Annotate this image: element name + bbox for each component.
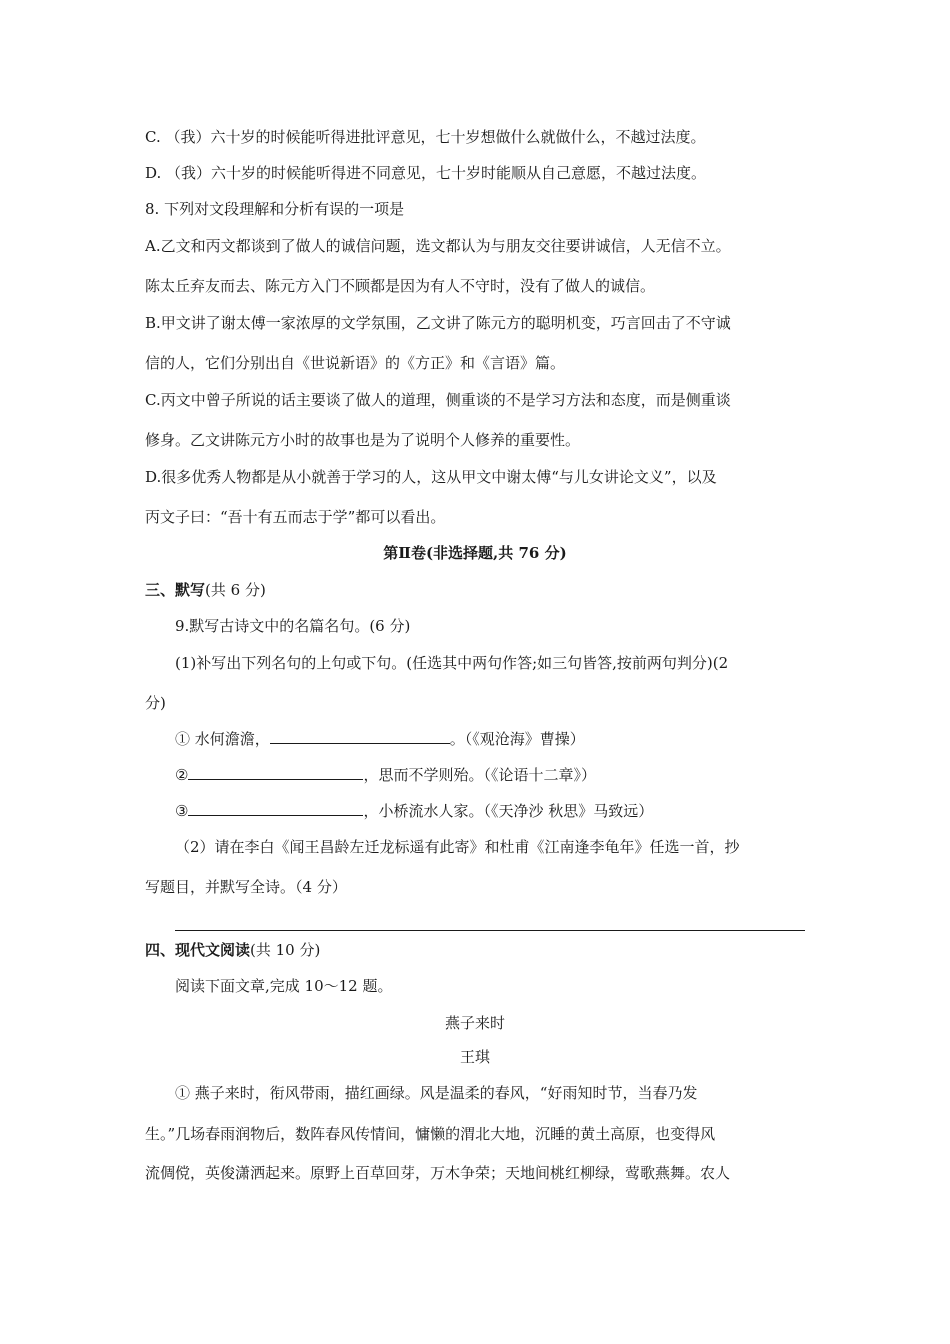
- q8-option-c-line2: 修身。乙文讲陈元方小时的故事也是为了说明个人修养的重要性。: [145, 431, 581, 449]
- item-3-prefix: ③: [175, 802, 189, 820]
- q8-option-b-line1: B.甲文讲了谢太傅一家浓厚的文学氛围，乙文讲了陈元方的聪明机变，巧言回击了不守诚: [145, 314, 731, 332]
- paragraph-1-line1: ① 燕子来时，衔风带雨，描红画绿。风是温柔的春风，“好雨知时节，当春乃发: [175, 1084, 698, 1102]
- option-c: C. （我）六十岁的时候能听得进批评意见，七十岁想做什么就做什么，不越过法度。: [145, 128, 706, 146]
- item-2-suffix: ，思而不学则殆。（《论语十二章》）: [363, 766, 596, 784]
- q8-option-d-line2: 丙文子曰：“吾十有五而志于学”都可以看出。: [145, 508, 446, 526]
- section-3-score: (共 6 分): [205, 581, 266, 599]
- section-3-heading: [145, 580, 266, 600]
- q9-sub1-line2: 分): [145, 694, 166, 712]
- q9-item-3: [175, 801, 653, 821]
- question-8-stem: 8. 下列对文段理解和分析有误的一项是: [145, 200, 405, 218]
- q9-item-2: [175, 765, 596, 785]
- item-2-answer-blank[interactable]: [188, 765, 363, 780]
- item-2-prefix: ②: [175, 766, 189, 784]
- article-author: 王琪: [459, 1048, 490, 1066]
- section-4-score: (共 10 分): [250, 941, 321, 959]
- q9-item-1: [175, 729, 585, 749]
- q9-sub2-line2: 写题目，并默写全诗。（4 分）: [145, 878, 347, 896]
- q8-option-a-line2: 陈太丘弃友而去、陈元方入门不顾都是因为有人不守时，没有了做人的诚信。: [145, 277, 656, 295]
- q9-sub2-line1: （2）请在李白《闻王昌龄左迁龙标遥有此寄》和杜甫《江南逢李龟年》任选一首，抄: [175, 838, 740, 856]
- item-1-prefix: ① 水何澹澹，: [175, 730, 270, 748]
- part-2-title: 第Ⅱ卷(非选择题,共 76 分): [383, 544, 567, 562]
- question-9: 9.默写古诗文中的名篇名句。(6 分): [175, 617, 411, 635]
- paragraph-1-line3: 流倜傥，英俊潇洒起来。原野上百草回芽，万木争荣；天地间桃红柳绿，莺歌燕舞。农人: [145, 1164, 731, 1182]
- reading-intro: 阅读下面文章,完成 10～12 题。: [175, 977, 393, 995]
- option-d: D. （我）六十岁的时候能听得进不同意见，七十岁时能顺从自己意愿，不越过法度。: [145, 164, 707, 182]
- section-4-title: 四、现代文阅读: [145, 941, 251, 959]
- item-3-suffix: ，小桥流水人家。（《天净沙 秋思》马致远）: [363, 802, 654, 820]
- section-3-title: 三、默写: [145, 581, 206, 599]
- item-1-answer-blank[interactable]: [270, 729, 450, 744]
- article-title: 燕子来时: [444, 1014, 505, 1032]
- q9-sub1-line1: (1)补写出下列名句的上句或下句。(任选其中两句作答;如三句皆答,按前两句判分)(2: [175, 654, 729, 672]
- q8-option-c-line1: C.丙文中曾子所说的话主要谈了做人的道理，侧重谈的不是学习方法和态度，而是侧重谈: [145, 391, 731, 409]
- item-1-suffix: 。（《观沧海》曹操）: [449, 730, 585, 748]
- q8-option-a-line1: A.乙文和丙文都谈到了做人的诚信问题，选文都认为与朋友交往要讲诚信，人无信不立。: [145, 237, 731, 255]
- q8-option-b-line2: 信的人，它们分别出自《世说新语》的《方正》和《言语》篇。: [145, 354, 566, 372]
- section-4-heading: [145, 940, 320, 960]
- answer-rule[interactable]: [175, 930, 805, 931]
- q8-option-d-line1: D.很多优秀人物都是从小就善于学习的人，这从甲文中谢太傅“与儿女讲论文义”，以及: [145, 468, 717, 486]
- item-3-answer-blank[interactable]: [188, 801, 363, 816]
- paragraph-1-line2: 生。”几场春雨润物后，数阵春风传情间，慵懒的渭北大地，沉睡的黄土高原，也变得风: [145, 1125, 716, 1143]
